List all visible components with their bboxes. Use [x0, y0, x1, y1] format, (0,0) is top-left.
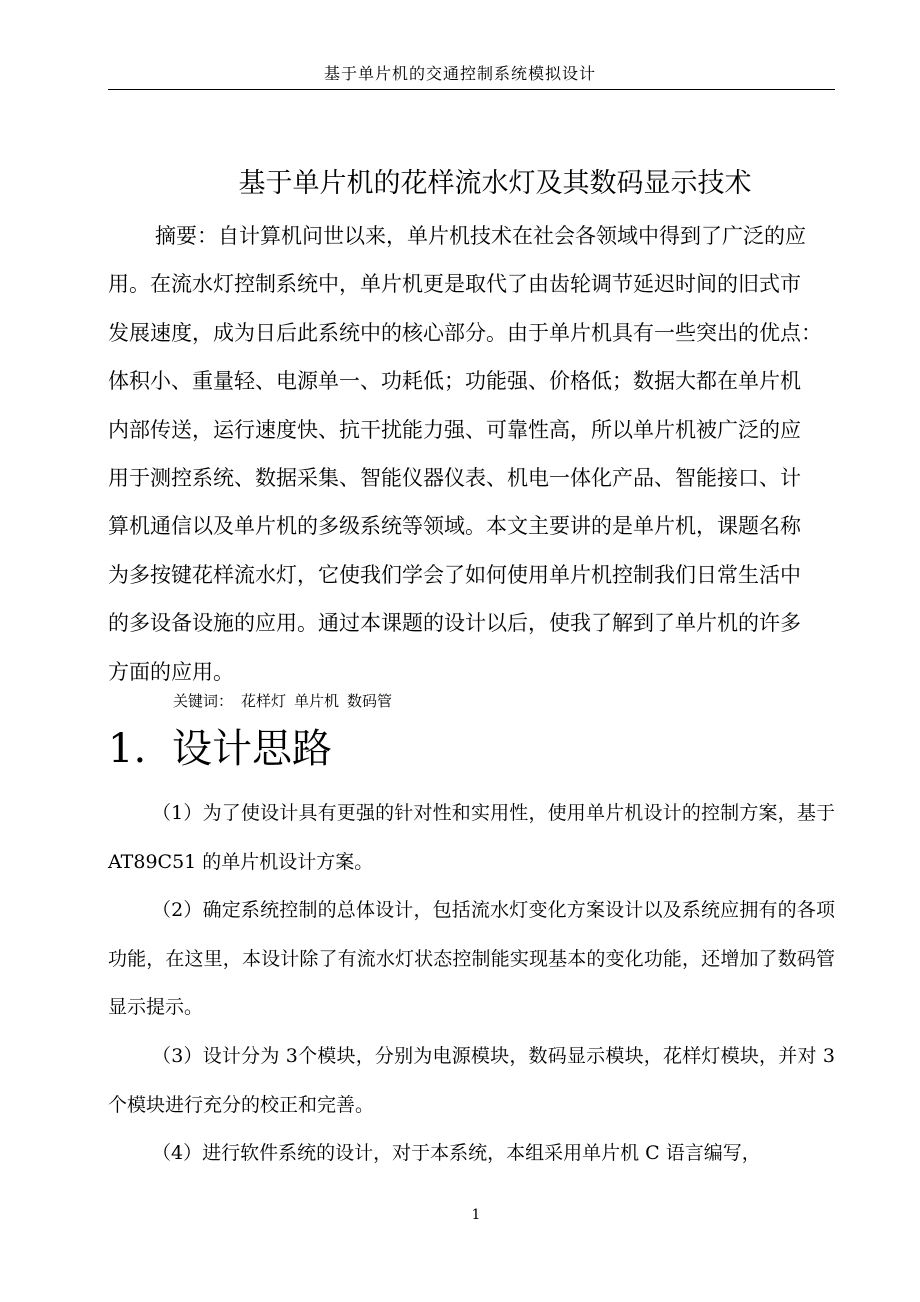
- abstract-line: 摘要：自计算机问世以来，单片机技术在社会各领域中得到了广泛的应: [155, 224, 806, 248]
- abstract-line: 为多按键花样流水灯，它使我们学会了如何使用单片机控制我们日常生活中: [108, 562, 801, 587]
- keyword: 单片机: [294, 692, 340, 710]
- abstract-line: 用于测控系统、数据采集、智能仪器仪表、机电一体化产品、智能接口、计: [108, 466, 801, 491]
- abstract-line: 体积小、重量轻、电源单一、功耗低；功能强、价格低；数据大都在单片机: [108, 369, 801, 394]
- keyword: 花样灯: [241, 692, 287, 710]
- abstract-line: 方面的应用。: [108, 659, 234, 684]
- abstract-line: 内部传送，运行速度快、抗干扰能力强、可靠性高，所以单片机被广泛的应: [108, 417, 801, 442]
- keyword: 数码管: [347, 692, 393, 710]
- abstract-line: 的多设备设施的应用。通过本课题的设计以后，使我了解到了单片机的许多: [108, 611, 801, 636]
- keywords: [173, 689, 400, 713]
- section-heading: [108, 721, 332, 777]
- abstract-line: 发展速度，成为日后此系统中的核心部分。由于单片机具有一些突出的优点：: [108, 320, 822, 345]
- section-body: [108, 789, 835, 1178]
- section-number: 1.: [108, 726, 147, 772]
- document-title: 基于单片机的花样流水灯及其数码显示技术: [238, 168, 752, 199]
- section-title: 设计思路: [172, 726, 332, 772]
- header-divider: [108, 89, 835, 90]
- abstract-line: 用。在流水灯控制系统中，单片机更是取代了由齿轮调节延迟时间的旧式市: [108, 272, 801, 297]
- keywords-label: 关键词：: [173, 692, 234, 710]
- running-title: 基于单片机的交通控制系统模拟设计: [323, 64, 596, 83]
- body-paragraph: （4）进行软件系统的设计，对于本系统，本组采用单片机 C 语言编写，: [152, 1142, 761, 1165]
- abstract-line: 算机通信以及单片机的多级系统等领域。本文主要讲的是单片机，课题名称: [108, 514, 801, 539]
- abstract: [108, 212, 835, 696]
- body-paragraph: （3）设计分为 3个模块，分别为电源模块，数码显示模块，花样灯模块，并对 3 个模块进行充分的校正和完善。: [108, 1044, 835, 1116]
- body-paragraph: （1）为了使设计具有更强的针对性和实用性，使用单片机设计的控制方案，基于 AT89C51 的单片机设计方案。: [108, 802, 835, 873]
- body-paragraph: （2）确定系统控制的总体设计，包括流水灯变化方案设计以及系统应拥有的各项功能，在这里，本设计除了有流水灯状态控制能实现基本的变化功能，还增加了数码管显示提示。: [108, 899, 835, 1019]
- page-number: 1: [471, 1207, 481, 1223]
